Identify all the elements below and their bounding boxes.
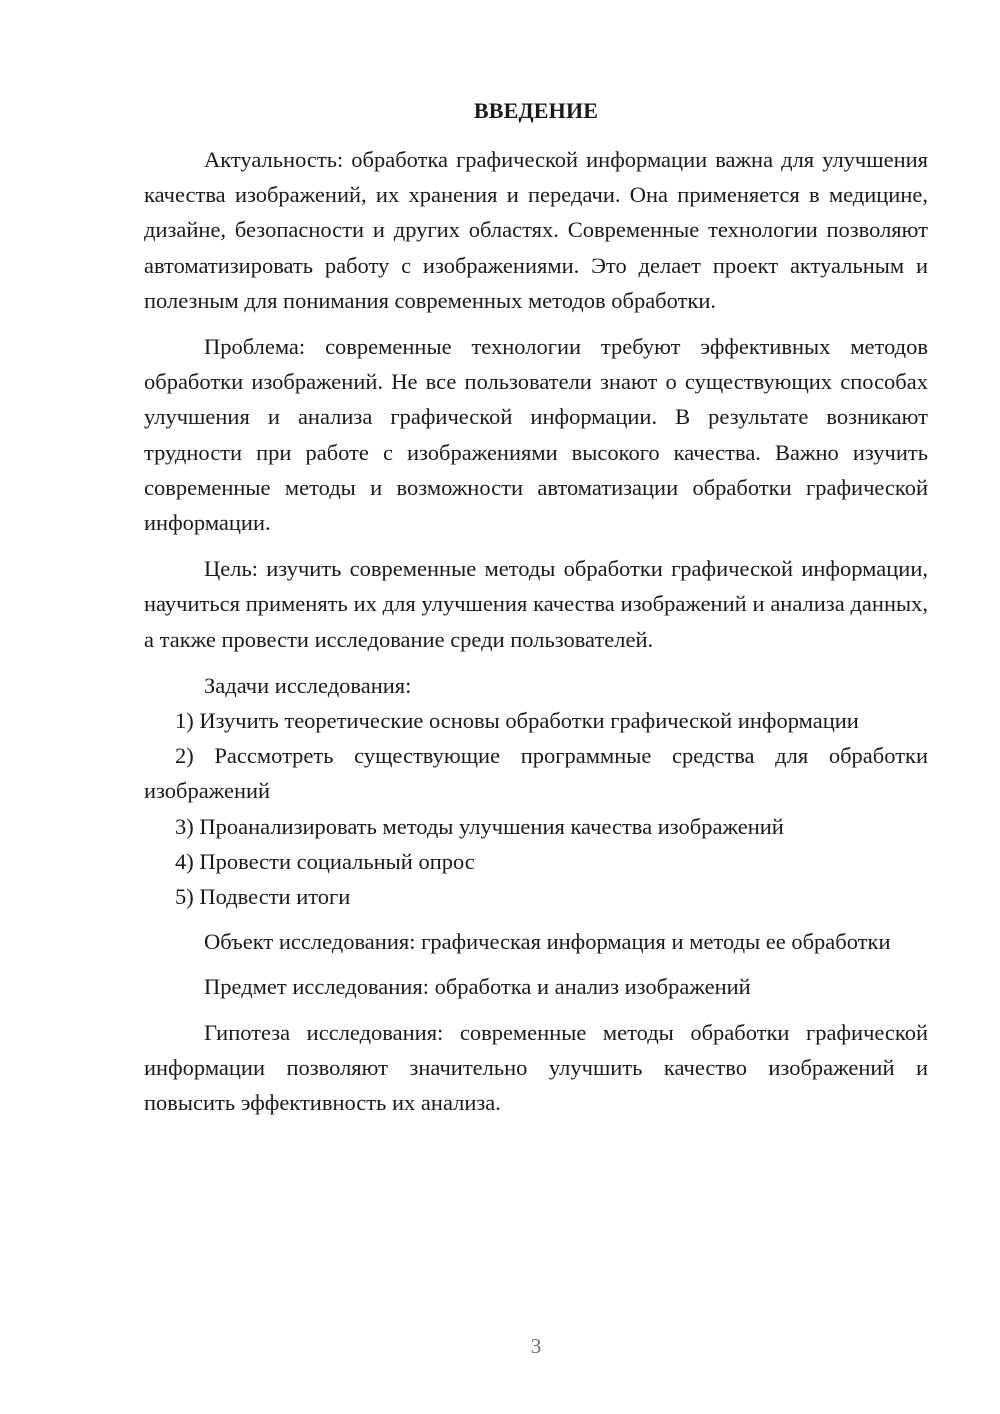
document-body [144,142,928,1120]
paragraph-problem: Проблема: современные технологии требуют эффективных методов обработки изображений. Не все пользователи знают о существующих способах улучшения и анализа графической информации. В результате возникают трудности при работе с изображениями высокого качества. Важно изучить современные методы и возможности автоматизации обработки графической информации. [144,334,928,536]
tasks-heading: Задачи исследования: [204,672,412,698]
task-item: 3) Проанализировать методы улучшения качества изображений [175,813,784,839]
task-item: 1) Изучить теоретические основы обработки графической информации [175,708,859,734]
paragraph-relevance: Актуальность: обработка графической информации важна для улучшения качества изображений, их хранения и передачи. Она применяется в медицине, дизайне, безопасности и других областях. Современные технологии позволяют автоматизировать работу с изображениями. Это делает проект актуальным и полезным для понимания современных методов обработки. [144,147,928,313]
page-title: ВВЕДЕНИЕ [473,98,599,123]
paragraph-goal: Цель: изучить современные методы обработки графической информации, научиться применять их для улучшения качества изображений и анализа данных, а также провести исследование среди пользователей. [144,556,928,652]
paragraph-subject: Предмет исследования: обработка и анализ изображений [204,974,751,1000]
task-item: 4) Провести социальный опрос [175,848,475,874]
paragraph-hypothesis: Гипотеза исследования: современные методы обработки графической информации позволяют значительно улучшить качество изображений и повысить эффективность их анализа. [144,1019,928,1116]
task-item: 2) Рассмотреть существующие программные средства для обработки изображений [144,743,928,804]
paragraph-object: Объект исследования: графическая информация и методы ее обработки [204,929,891,955]
task-item: 5) Подвести итоги [175,884,351,910]
tasks-list [144,703,928,914]
page-number: 3 [530,1334,542,1358]
